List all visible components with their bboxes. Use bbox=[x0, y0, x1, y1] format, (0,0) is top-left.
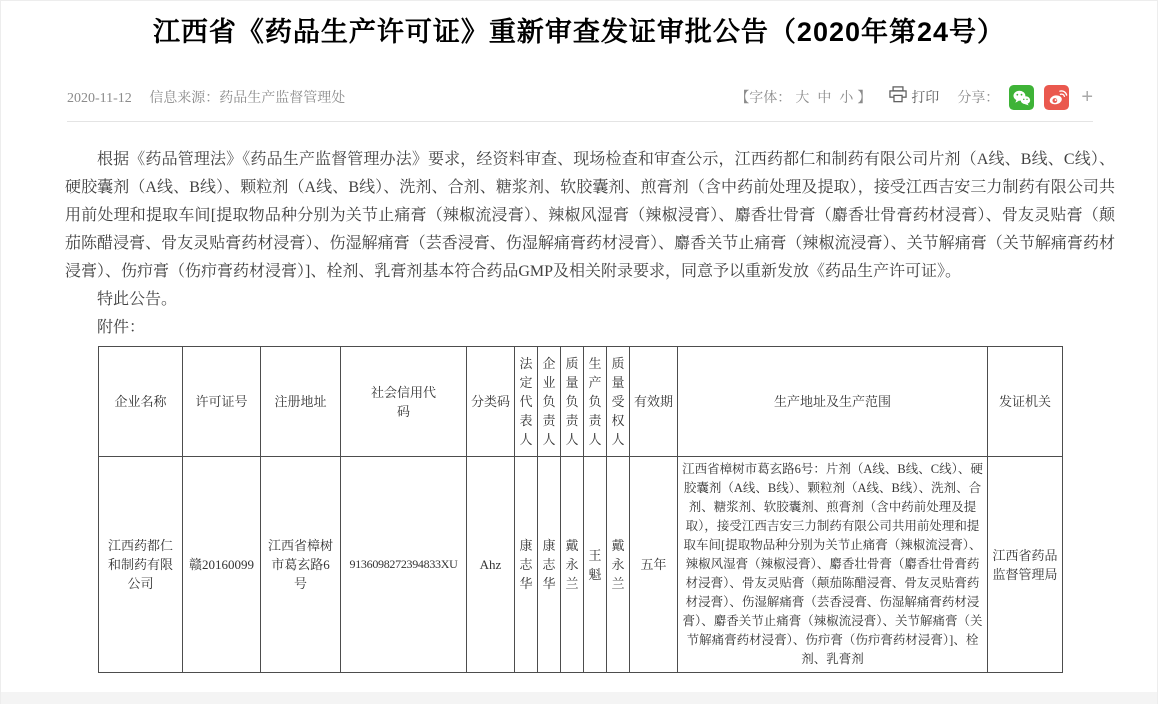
col-header-quality-head: 质量负责人 bbox=[561, 347, 584, 457]
col-header-authority: 发证机关 bbox=[988, 347, 1063, 457]
share-weibo-button[interactable] bbox=[1044, 85, 1069, 110]
cell-legal-rep: 康志华 bbox=[515, 457, 538, 673]
page-bottom-strip bbox=[1, 692, 1157, 704]
cell-company-head: 康志华 bbox=[538, 457, 561, 673]
share-label: 分享： bbox=[957, 91, 1000, 106]
col-header-legal-rep: 法定代表人 bbox=[515, 347, 538, 457]
weibo-icon bbox=[1044, 85, 1069, 110]
meta-row bbox=[67, 84, 1093, 110]
col-header-company-head: 企业负责人 bbox=[538, 347, 561, 457]
font-size-small-button[interactable]: 小 bbox=[839, 91, 854, 106]
col-header-validity: 有效期 bbox=[630, 347, 678, 457]
article-body bbox=[1, 122, 1157, 673]
article-paragraph: 根据《药品管理法》《药品生产监督管理办法》要求，经资料审查、现场检查和审查公示，江西药都仁和制药有限公司片剂（A线、B线、C线）、硬胶囊剂（A线、B线）、颗粒剂（A线、B线）、洗剂、合剂、糖浆剂、软胶囊剂、煎膏剂（含中药前处理及提取），接受江西吉安三力制药有限公司共用前处理和提取车间[提取物品种分别为关节止痛膏（辣椒流浸膏）、辣椒风湿膏（辣椒浸膏）、麝香壮骨膏（麝香壮骨膏药材浸膏）、骨友灵贴膏（颠茄陈醋浸膏、骨友灵贴膏药材浸膏）、伤湿解痛膏（芸香浸膏、伤湿解痛膏药材浸膏）、麝香关节止痛膏（辣椒流浸膏）、关节解痛膏（关节解痛膏药材浸膏）、伤疖膏（伤疖膏药材浸膏）]、栓剂、乳膏剂基本符合药品GMP及相关附录要求，同意予以重新发放《药品生产许可证》。 bbox=[65, 151, 1115, 280]
publish-date: 2020-11-12 bbox=[67, 91, 132, 106]
cell-credit-code: 9136098272394833XU bbox=[341, 457, 467, 673]
print-button[interactable] bbox=[889, 86, 939, 108]
cell-reg-address: 江西省樟树市葛玄路6号 bbox=[261, 457, 341, 673]
cell-company: 江西药都仁和制药有限公司 bbox=[99, 457, 183, 673]
col-header-quality-authorized: 质量受权人 bbox=[607, 347, 630, 457]
print-label: 打印 bbox=[911, 91, 940, 106]
info-source: 信息来源：药品生产监督管理处 bbox=[149, 91, 346, 106]
article-closing: 特此公告。 bbox=[97, 291, 178, 308]
table-header-row bbox=[99, 347, 1063, 457]
cell-validity: 五年 bbox=[630, 457, 678, 673]
col-header-license-no: 许可证号 bbox=[183, 347, 261, 457]
wechat-icon bbox=[1009, 85, 1034, 110]
col-header-scope: 生产地址及生产范围 bbox=[678, 347, 988, 457]
font-size-control bbox=[735, 87, 871, 107]
license-table bbox=[98, 346, 1063, 673]
attachment-label: 附件： bbox=[97, 319, 146, 336]
font-size-suffix: 】 bbox=[857, 91, 872, 106]
cell-quality-head: 戴永兰 bbox=[561, 457, 584, 673]
cell-quality-authorized: 戴永兰 bbox=[607, 457, 630, 673]
cell-production-head: 王魁 bbox=[584, 457, 607, 673]
page-title: 江西省《药品生产许可证》重新审查发证审批公告（2020年第24号） bbox=[152, 17, 1006, 47]
cell-scope: 江西省樟树市葛玄路6号：片剂（A线、B线、C线）、硬胶囊剂（A线、B线）、颗粒剂（A线、B线）、洗剂、合剂、糖浆剂、软胶囊剂、煎膏剂（含中药前处理及提取），接受江西吉安三力制药有限公司共用前处理和提取车间[提取物品种分别为关节止痛膏（辣椒流浸膏）、辣椒风湿膏（辣椒浸膏）、麝香壮骨膏（麝香壮骨膏药材浸膏）、骨友灵贴膏（颠茄陈醋浸膏、骨友灵贴膏药材浸膏）、伤湿解痛膏（芸香浸膏、伤湿解痛膏药材浸膏）、麝香关节止痛膏（辣椒流浸膏）、关节解痛膏（关节解痛膏药材浸膏）、伤疖膏（伤疖膏药材浸膏）]、栓剂、乳膏剂 bbox=[678, 457, 988, 673]
cell-class-code: Ahz bbox=[467, 457, 515, 673]
share-more-button[interactable]: + bbox=[1081, 86, 1093, 108]
col-header-class-code: 分类码 bbox=[467, 347, 515, 457]
font-size-prefix: 【字体： bbox=[735, 91, 792, 106]
col-header-production-head: 生产负责人 bbox=[584, 347, 607, 457]
col-header-reg-address: 注册地址 bbox=[261, 347, 341, 457]
meta-toolbar bbox=[735, 85, 1093, 110]
font-size-medium-button[interactable]: 中 bbox=[817, 91, 832, 106]
table-row bbox=[99, 457, 1063, 673]
printer-icon bbox=[889, 86, 907, 108]
col-header-company: 企业名称 bbox=[99, 347, 183, 457]
cell-authority: 江西省药品监督管理局 bbox=[988, 457, 1063, 673]
share-wechat-button[interactable] bbox=[1009, 85, 1034, 110]
col-header-credit-code: 社会信用代码 bbox=[341, 347, 467, 457]
meta-left bbox=[67, 87, 359, 107]
font-size-large-button[interactable]: 大 bbox=[795, 91, 810, 106]
cell-license-no: 赣20160099 bbox=[183, 457, 261, 673]
